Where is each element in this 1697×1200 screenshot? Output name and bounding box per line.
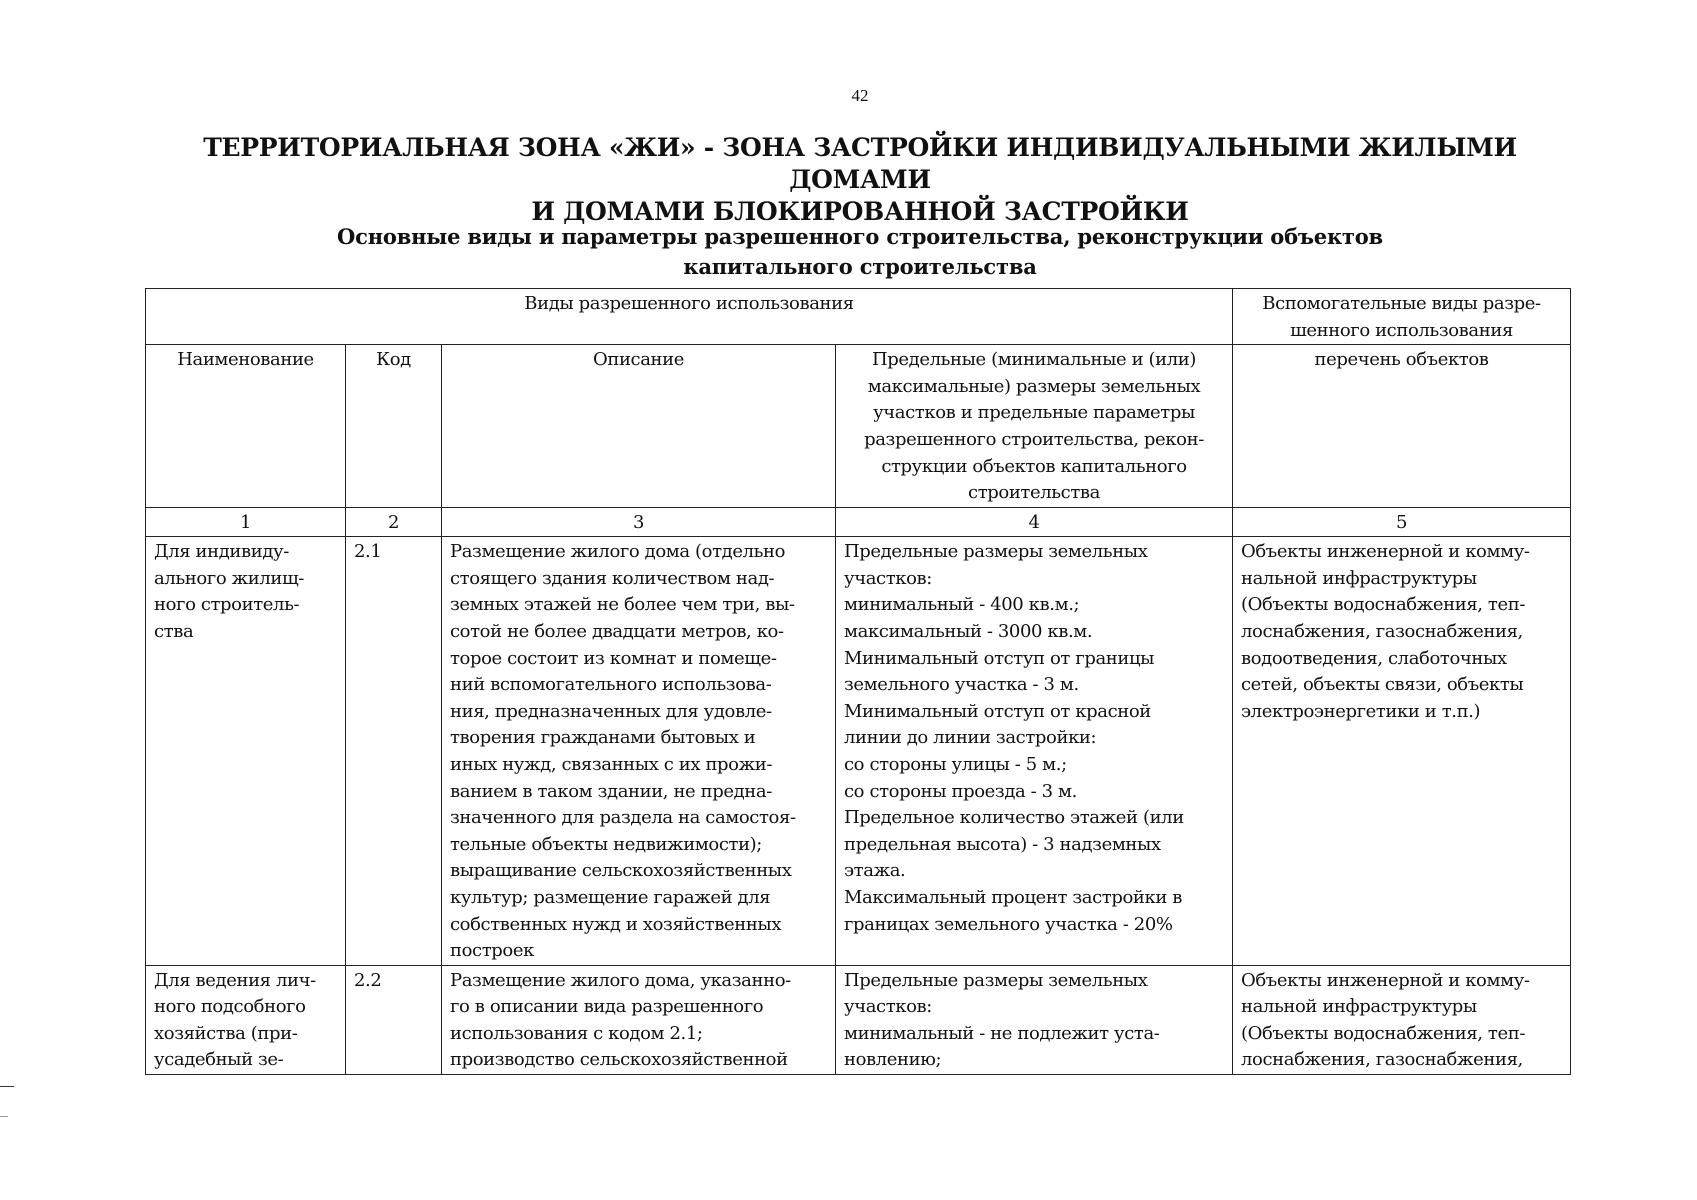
row-name-cell: Для индивиду- ального жилищ- ного строитель- ства xyxy=(146,537,346,966)
margin-mark xyxy=(0,1116,8,1117)
row-aux-objects-cell: Объекты инженерной и комму- нальной инфраструктуры (Объекты водоснабжения, теп- лоснабжения, газоснабжения, xyxy=(1233,965,1571,1074)
column-number: 3 xyxy=(442,508,836,537)
column-header-objects: перечень объектов xyxy=(1233,345,1571,508)
page-number: 42 xyxy=(851,86,869,105)
margin-mark xyxy=(0,1086,14,1087)
row-description-cell: Размещение жилого дома, указанно- го в описании вида разрешенного использования с кодом 2.1; производство сельскохозяйственной xyxy=(442,965,836,1074)
row-aux-objects-cell: Объекты инженерной и комму- нальной инфраструктуры (Объекты водоснабжения, теп- лоснабжения, газоснабжения, водоотведения, слаботочных сетей, объекты связи, объекты электроэнергетики и т.п.) xyxy=(1233,537,1571,966)
table-column-header-row xyxy=(146,345,1571,508)
row-name-cell: Для ведения лич- ного подсобного хозяйства (при- усадебный зе- xyxy=(146,965,346,1074)
column-number: 4 xyxy=(836,508,1233,537)
row-code-cell: 2.2 xyxy=(346,965,442,1074)
row-description-cell: Размещение жилого дома (отдельно стоящего здания количеством над- земных этажей не более чем три, вы- сотой не более двадцати метров, ко- торое состоит из комнат и помеще- ний вспомогательного использова- ния, предназначенных для удовле- творения гражданами бытовых и иных нужд, связанных с их прожи- ванием в таком здании, не предна- значенного для раздела на самостоя- тельные объекты недвижимости); выращивание сельскохозяйственных культур; размещение гаражей для собственных нужд и хозяйственных построек xyxy=(442,537,836,966)
row-parameters-cell: Предельные размеры земельных участков: минимальный - 400 кв.м.; максимальный - 3000 кв.м. Минимальный отступ от границы земельного участка - 3 м. Минимальный отступ от красной линии до линии застройки: со стороны улицы - 5 м.; со стороны проезда - 3 м. Предельное количество этажей (или предельная высота) - 3 надземных этажа. Максимальный процент застройки в границах земельного участка - 20% xyxy=(836,537,1233,966)
column-number: 2 xyxy=(346,508,442,537)
document-title: ТЕРРИТОРИАЛЬНАЯ ЗОНА «ЖИ» - ЗОНА ЗАСТРОЙКИ ИНДИВИДУАЛЬНЫМИ ЖИЛЫМИ ДОМАМИ И ДОМАМИ БЛОКИРОВАННОЙ ЗАСТРОЙКИ xyxy=(203,133,1517,226)
column-header-code: Код xyxy=(346,345,442,508)
group-header-cell: Виды разрешенного использования xyxy=(146,289,1233,345)
column-header-name: Наименование xyxy=(146,345,346,508)
column-number: 5 xyxy=(1233,508,1571,537)
row-code-cell: 2.1 xyxy=(346,537,442,966)
aux-header-cell: Вспомогательные виды разре- шенного использования xyxy=(1233,289,1571,345)
column-number: 1 xyxy=(146,508,346,537)
row-parameters-cell: Предельные размеры земельных участков: минимальный - не подлежит уста- новлению; xyxy=(836,965,1233,1074)
table-column-numbers-row xyxy=(146,508,1571,537)
table-row xyxy=(146,965,1571,1074)
section-subtitle: Основные виды и параметры разрешенного строительства, реконструкции объектов капитального строительства xyxy=(337,224,1383,279)
column-header-parameters: Предельные (минимальные и (или) максимальные) размеры земельных участков и предельные параметры разрешенного строительства, рекон- струкции объектов капитального строительства xyxy=(836,345,1233,508)
land-use-table xyxy=(145,288,1571,1075)
table-group-header-row xyxy=(146,289,1571,345)
column-header-description: Описание xyxy=(442,345,836,508)
table-row xyxy=(146,537,1571,966)
